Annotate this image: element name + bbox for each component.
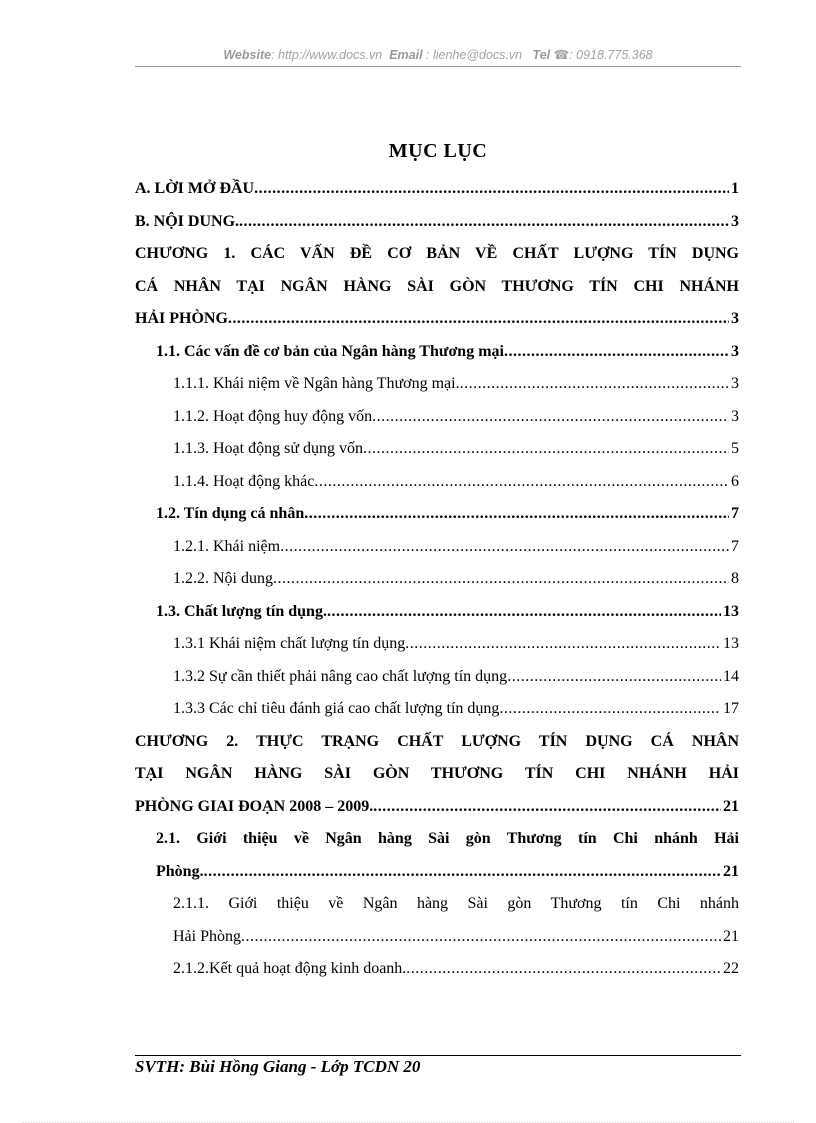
toc-entry-text: 1.2.1. Khái niệm <box>173 537 281 555</box>
toc-entry-chapter-1[interactable] <box>135 238 739 336</box>
toc-entry-text: 1.1.4. Hoạt động khác <box>173 472 315 490</box>
toc-entry-2-1[interactable] <box>135 823 739 888</box>
toc-entry-1-3-2[interactable] <box>135 661 739 694</box>
toc-page-number: 13 <box>723 635 739 652</box>
toc-leader <box>280 531 729 564</box>
toc-leader <box>373 791 721 824</box>
toc-entry-text: PHÒNG GIAI ĐOẠN 2008 – 2009. <box>135 797 374 815</box>
toc-leader <box>363 433 729 466</box>
website-label: Website <box>223 48 272 62</box>
toc-entry-1-1[interactable] <box>135 336 739 369</box>
toc-entry-text-line: 2.1.1. Giới thiệu về Ngân hàng Sài gòn Thương tín Chi nhánh <box>173 895 739 912</box>
toc-leader <box>507 661 721 694</box>
toc-entry-1-1-4[interactable] <box>135 466 739 499</box>
toc-entry-1-3[interactable] <box>135 596 739 629</box>
toc-entry-text: 1.3.3 Các chỉ tiêu đánh giá cao chất lượng tín dụng <box>173 700 500 717</box>
toc-entry-text: 1.2.2. Nội dung <box>173 570 273 587</box>
toc-entry-1-1-1[interactable] <box>135 368 739 401</box>
toc-page-number: 21 <box>723 927 739 945</box>
toc-leader <box>241 921 721 954</box>
toc-leader <box>405 628 721 661</box>
tel-label: Tel <box>532 48 551 62</box>
toc-leader <box>372 401 729 434</box>
table-of-contents <box>135 173 739 986</box>
toc-page-number: 8 <box>731 570 739 587</box>
toc-entry-1-1-2[interactable] <box>135 401 739 434</box>
toc-entry-text: Hải Phòng <box>173 927 241 945</box>
toc-entry-text: B. NỘI DUNG. <box>135 212 240 230</box>
toc-page-number: 3 <box>731 375 739 392</box>
toc-entry-1-2[interactable] <box>135 498 739 531</box>
toc-leader <box>228 303 729 336</box>
toc-page-number: 22 <box>723 960 739 977</box>
toc-entry-1-3-3[interactable] <box>135 693 739 726</box>
toc-page-number: 3 <box>731 310 739 327</box>
toc-leader <box>204 856 721 889</box>
toc-entry-text-line: CHƯƠNG 2. THỰC TRẠNG CHẤT LƯỢNG TÍN DỤNG CÁ NHÂN <box>135 732 739 750</box>
toc-page-number: 3 <box>731 212 739 230</box>
email-value: : lienhe@docs.vn <box>426 48 523 62</box>
toc-page-number: 13 <box>723 602 739 620</box>
toc-page-number: 21 <box>723 797 739 815</box>
toc-entry-text: 2.1.2.Kết quả hoạt động kinh doanh. <box>173 960 407 977</box>
website-value: : http://www.docs.vn <box>271 48 383 62</box>
toc-leader <box>499 693 721 726</box>
toc-entry-text: 1.2. Tín dụng cá nhân <box>156 505 305 522</box>
toc-page-number: 14 <box>723 667 739 685</box>
toc-entry-content[interactable] <box>135 206 739 239</box>
toc-entry-text-line: CÁ NHÂN TẠI NGÂN HÀNG SÀI GÒN THƯƠNG TÍN CHI NHÁNH <box>135 277 739 295</box>
toc-entry-text-line: CHƯƠNG 1. CÁC VẤN ĐỀ CƠ BẢN VỀ CHẤT LƯỢNG TÍN DỤNG <box>135 245 739 262</box>
toc-entry-text: Phòng. <box>156 862 204 880</box>
toc-entry-1-2-1[interactable] <box>135 531 739 564</box>
toc-page-number: 1 <box>731 180 739 197</box>
toc-entry-text: 1.1.1. Khái niệm về Ngân hàng Thương mại. <box>173 375 460 392</box>
toc-entry-text: HẢI PHÒNG <box>135 310 228 327</box>
toc-entry-text-line: TẠI NGÂN HÀNG SÀI GÒN THƯƠNG TÍN CHI NHÁNH HẢI <box>135 765 739 782</box>
toc-entry-1-1-3[interactable] <box>135 433 739 466</box>
toc-page-number: 17 <box>723 700 739 717</box>
toc-leader <box>254 173 729 206</box>
toc-entry-1-2-2[interactable] <box>135 563 739 596</box>
toc-leader <box>304 498 729 531</box>
toc-page-number: 7 <box>731 537 739 555</box>
toc-entry-chapter-2[interactable] <box>135 726 739 824</box>
toc-leader <box>273 563 729 596</box>
email-label: Email <box>389 48 423 62</box>
toc-leader <box>504 336 729 369</box>
toc-page-number: 3 <box>731 407 739 425</box>
toc-entry-2-1-1[interactable] <box>135 888 739 953</box>
toc-entry-text: 1.3.2 Sự cần thiết phải nâng cao chất lượng tín dụng <box>173 667 508 685</box>
toc-page-number: 7 <box>731 505 739 522</box>
toc-entry-2-1-2[interactable] <box>135 953 739 986</box>
page-header <box>135 44 741 67</box>
toc-entry-text: 1.1. Các vấn đề cơ bản của Ngân hàng Thương mại <box>156 342 504 360</box>
toc-page-number: 3 <box>731 342 739 360</box>
toc-leader <box>239 206 729 239</box>
toc-leader <box>314 466 729 499</box>
toc-entry-text: 1.3.1 Khái niệm chất lượng tín dụng <box>173 635 406 652</box>
toc-entry-1-3-1[interactable] <box>135 628 739 661</box>
toc-entry-intro[interactable] <box>135 173 739 206</box>
toc-leader <box>460 368 729 401</box>
toc-leader <box>327 596 721 629</box>
page-footer: SVTH: Bùi Hồng Giang - Lớp TCDN 20 <box>135 1057 421 1076</box>
tel-value: : 0918.775.368 <box>569 48 653 62</box>
toc-page-number: 5 <box>731 440 739 457</box>
toc-entry-text-line: 2.1. Giới thiệu về Ngân hàng Sài gòn Thương tín Chi nhánh Hải <box>156 830 739 847</box>
toc-entry-text: 1.1.2. Hoạt động huy động vốn <box>173 407 373 425</box>
toc-leader <box>406 953 721 986</box>
toc-page-number: 6 <box>731 472 739 490</box>
toc-entry-text: A. LỜI MỞ ĐẦU <box>135 180 255 197</box>
toc-entry-text: 1.3. Chất lượng tín dụng. <box>156 602 327 620</box>
page-title: MỤC LỤC <box>388 140 488 162</box>
footer-divider <box>135 1055 741 1056</box>
toc-entry-text: 1.1.3. Hoạt động sử dụng vốn <box>173 440 363 457</box>
phone-icon: ☎ <box>553 48 570 62</box>
toc-page-number: 21 <box>723 862 739 880</box>
